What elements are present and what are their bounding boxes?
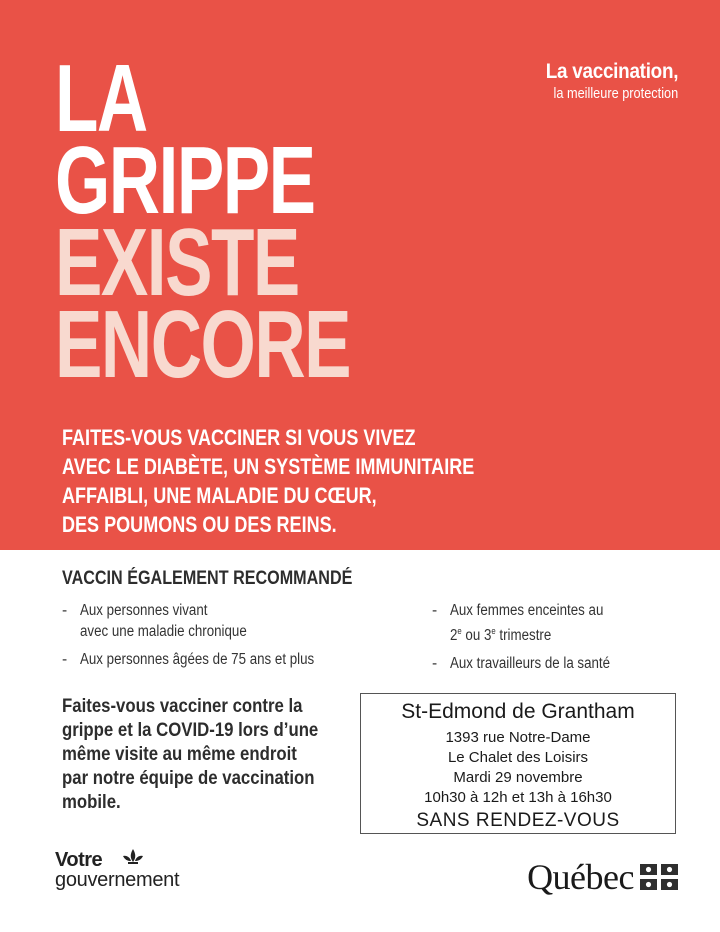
- cta-text: [62, 694, 329, 814]
- list-dash: -: [432, 655, 438, 673]
- list-item: [62, 649, 352, 670]
- tagline-line-1: La vaccination,: [545, 60, 678, 83]
- tagline-line-2: la meilleure protection: [553, 85, 678, 102]
- headline-line-3: EXISTE: [55, 209, 299, 316]
- clinic-address: 1393 rue Notre-Dame: [445, 729, 591, 746]
- risk-line-2: AVEC LE DIABÈTE, UN SYSTÈME IMMUNITAIRE: [62, 454, 475, 479]
- list-item-line: Aux travailleurs de la santé: [450, 655, 611, 673]
- clinic-venue: Le Chalet des Loisirs: [447, 749, 589, 766]
- risk-line-1: FAITES-VOUS VACCINER SI VOUS VIVEZ: [62, 425, 416, 450]
- risk-groups-text: [62, 423, 474, 539]
- logo-gouvernement: gouvernement: [55, 869, 180, 891]
- votre-gouvernement-logo: [55, 850, 179, 890]
- list-item-line: avec une maladie chronique: [80, 623, 247, 640]
- headline-line-2: GRIPPE: [55, 127, 315, 234]
- clinic-date: Mardi 29 novembre: [453, 769, 583, 786]
- risk-line-3: AFFAIBLI, UNE MALADIE DU CŒUR,: [62, 483, 377, 508]
- recommended-list-left: [62, 600, 352, 677]
- list-item-line: Aux personnes âgées de 75 ans et plus: [80, 651, 315, 668]
- quebec-wordmark: Québec: [527, 857, 634, 897]
- cta-line: grippe et la COVID-19 lors d’une: [62, 719, 319, 741]
- cta-line: par notre équipe de vaccination: [62, 767, 315, 789]
- fleur-de-lis-icon: [120, 848, 146, 870]
- logo-votre: Votre: [55, 849, 103, 871]
- tagline: [531, 60, 678, 102]
- list-dash: -: [432, 602, 438, 619]
- risk-line-4: DES POUMONS OU DES REINS.: [62, 512, 337, 537]
- cta-line: Faites-vous vacciner contre la: [62, 695, 303, 717]
- list-item: [62, 600, 352, 642]
- list-dash: -: [62, 651, 68, 668]
- list-item: [432, 600, 636, 646]
- cta-line: mobile.: [62, 791, 121, 813]
- cta-line: même visite au même endroit: [62, 743, 297, 765]
- list-dash: -: [62, 602, 68, 619]
- quebec-flag-icon: [640, 864, 678, 890]
- clinic-hours: 10h30 à 12h et 13h à 16h30: [424, 789, 612, 806]
- clinic-place: St-Edmond de Grantham: [401, 700, 635, 723]
- list-item-line: 2e ou 3e trimestre: [450, 626, 552, 645]
- recommended-title: VACCIN ÉGALEMENT RECOMMANDÉ: [62, 568, 353, 589]
- headline: [55, 45, 454, 398]
- headline-line-4: ENCORE: [55, 291, 351, 398]
- clinic-info-box: [360, 693, 676, 834]
- headline-line-1: LA: [55, 45, 147, 152]
- clinic-walk-in-note: SANS RENDEZ-VOUS: [416, 810, 620, 831]
- recommended-list-right: [432, 600, 636, 681]
- quebec-logo: [527, 856, 678, 898]
- list-item-line: Aux personnes vivant: [80, 602, 208, 619]
- list-item-line: Aux femmes enceintes au: [450, 602, 604, 619]
- list-item: [432, 653, 636, 674]
